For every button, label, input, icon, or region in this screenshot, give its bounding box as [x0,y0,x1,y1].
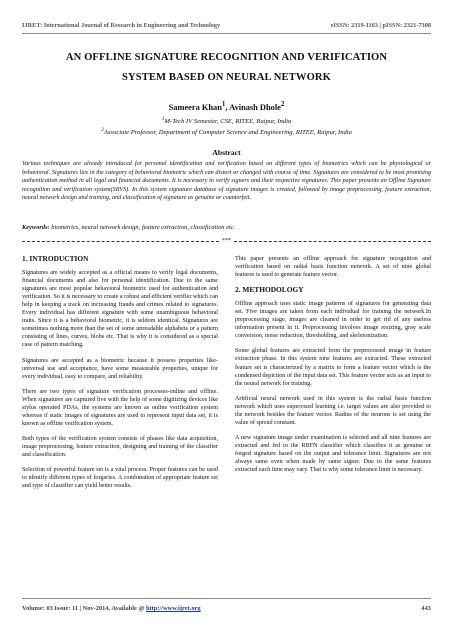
intro-paragraph-4: Both types of the verification system consists of phases like data acquisition, image preprocessing, feature extraction, designing and training of the classifier and classification. [22,435,218,458]
section-separator [22,238,431,244]
keywords-text: biometrics, neural network design, feature extraction, classification etc. [49,224,236,231]
affiliation-2 [20,127,433,136]
footer-prefix: Volume: 03 Issue: 11 | Nov-2014, Available @ [22,605,146,612]
title-line-1: AN OFFLINE SIGNATURE RECOGNITION AND VERIFICATION [65,52,388,63]
author-1: Sameera Khan [168,102,222,112]
affiliation-2-sup: 2 [101,127,104,133]
affiliation-2-text: Associate Professor, Department of Computer Science and Engineering, RITEE, Raipur, India [103,129,352,137]
method-paragraph-4: A new signature image under examination is selected and all nine features are extracted and fed to the RBFN classifier which classifies it as genuine or forged signature based on the output and tolerance limit. Signatures are not always same even when made by same signer. Due to the same features extracted each time may vary. That is why some tolerance limit is necessary. [235,434,431,474]
issn: eISSN: 2319-1163 | pISSN: 2321-7308 [330,22,431,29]
author-separator: , [225,102,230,112]
separator-dash-left [22,241,219,242]
page-number: 443 [421,605,431,612]
footer-volume [22,605,201,612]
journal-name: IJRET: International Journal of Research in Engineering and Technology [22,22,221,29]
author-2-sup: 2 [280,100,285,108]
authors [0,100,453,112]
footer-rule [22,598,431,599]
right-column [235,255,431,481]
affiliation-1 [20,116,433,125]
separator-dash-right [234,241,431,242]
paper-title [20,48,433,88]
method-paragraph-3: Artificial neural network used in this system is the radial basis function network which uses supervised learning i.e. target values are also provided to the network besides the feature vector. Radius of the neurons is set using the value of spread constant. [235,395,431,426]
affiliation-1-sup: 1 [161,116,165,122]
affiliation-1-text: M-Tech IV Semester, CSE, RITEE, Raipur, India [164,118,292,126]
journal-url-link[interactable]: http://www.ijret.org [146,605,201,612]
title-line-2: SYSTEM BASED ON NEURAL NETWORK [121,72,332,83]
keywords-label: Keywords: [22,224,50,231]
intro-paragraph-3: There are two types of signature verification processes-online and offline. When signatures are captured live with the help of some digitizing devices like stylus operated PDAs, the systems are known as online verification system whereas if static images of signatures are used to represent input data set, it is known as offline verification system. [22,388,218,427]
running-header [22,22,431,29]
author-2: Avinash Dhole [229,102,281,112]
left-column [22,255,218,497]
method-paragraph-1: Offline approach uses static image patterns of signatures for generating data set. Five images are taken from each individual for training the network.In preprocessing stage, images are cleaned in order to get rid of any useless information present in it. Preprocessing involves image resizing, gray scale conversion, noise reduction, thresholding, and skeletonization. [235,301,431,340]
abstract-heading: Abstract [212,148,241,157]
section-heading-introduction: 1. INTRODUCTION [22,254,89,263]
keywords [22,224,431,231]
header-rule [22,33,431,34]
separator-stars: *** [222,238,231,244]
method-paragraph-2: Some global features are extracted from the preprocessed image in feature extraction phase. In this system nine features are extracted. These extracted feature set is characterized by a matrix to form a feature vector which is the condensed depiction of the input data set. This feature vector acts as an input to the neural network for training. [235,348,431,387]
section-heading-methodology: 2. METHODOLOGY [235,285,304,295]
abstract-text: Various techniques are already introduced for personal identification and verification based on different types of biometrics which can be physiological or behavioral. Signatures lies in the category of behavioral biometric which can distort or changed with course of time. Signatures are considered to be most promising authentication method in all legal and financial documents. It is necessary to verify signers and their respective signatures. This paper presents an Offline Signature recognition and verification system(SRVS). In this system signature database of signature images is created, followed by image preprocessing, feature extraction, neural network design and training, and classification of signature as genuine or counterfeit. [22,161,431,201]
intro-paragraph-2: Signatures are accepted as a biometric because it possess properties like-universal use and acceptance, have some measurable properties, unique for every individual, easy to compare, and reliability. [22,357,218,380]
intro-paragraph-6: This paper presents an offline approach for signature recognition and verification based on radial basis function network. A set of nine global features is used to generate feature vector. [235,256,431,279]
intro-paragraph-1: Signatures are widely accepted as a official means to verify legal documents, financial documents and also for personal identification. Due to the same signatures are most popular behavioral biometric used for authentication and verification. So it is necessary to create a robust and efficient verifier which can help in keeping a track on increasing frauds and crimes related to signatures. Every individual has different signature with some unambiguous behavioral traits. Since it is a behavioral biometric, it is seldom identical. Signatures are sometimes nothing more than the set of some unreadable alphabets or a pattern consisting of lines, curves, blobs etc. That is why it is considered as a special case of pattern matching. [22,270,218,349]
intro-paragraph-5: Selection of powerful feature set is a vital process. Proper features can be used to identify different types of forgeries. A combination of appropriate feature set and type of classifier can yield better results. [22,467,218,490]
author-1-sup: 1 [221,100,226,108]
running-footer [22,605,431,612]
